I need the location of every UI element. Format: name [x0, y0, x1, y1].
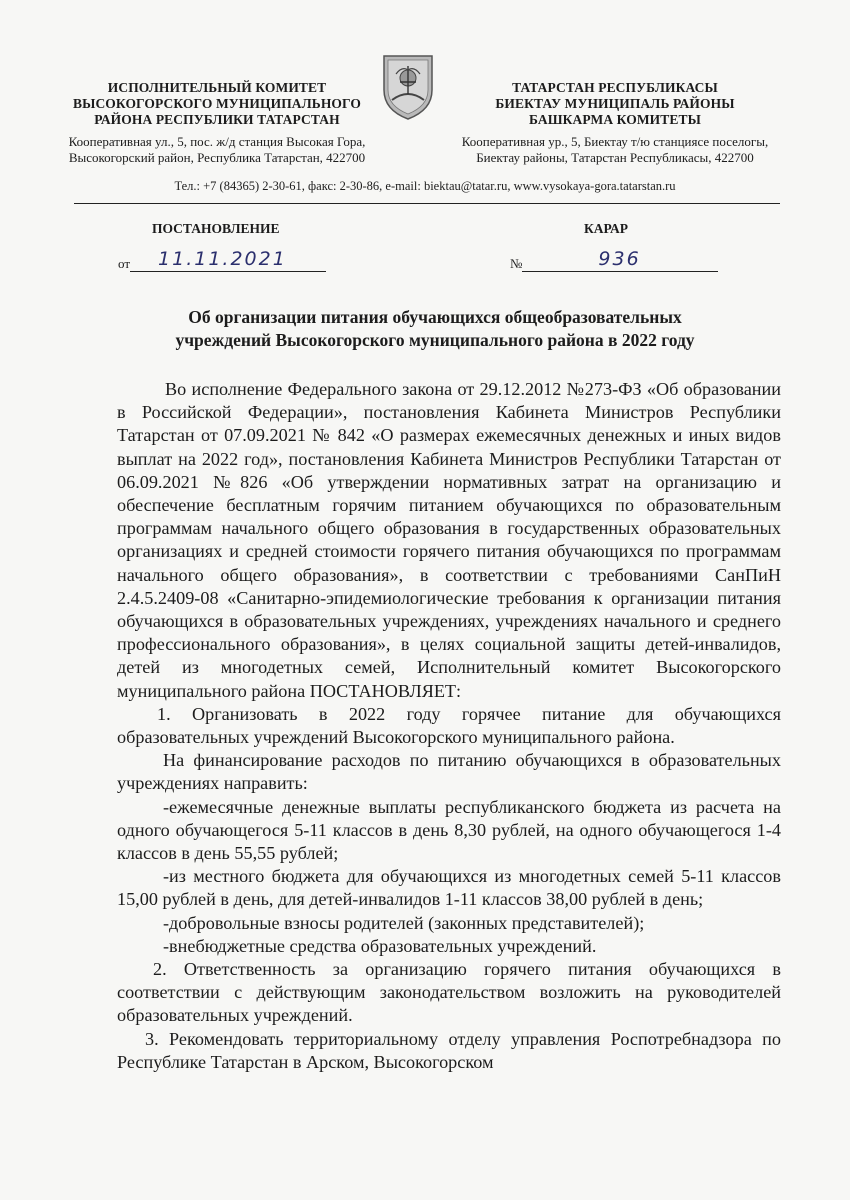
- decree-label-tt: КАРАР: [584, 221, 629, 236]
- item-1-paragraph: 1. Организовать в 2022 году горячее питание для обучающихся образовательных учреждений Высокогорского муниципального района.: [117, 703, 781, 748]
- org-name-line: ВЫСОКОГОРСКОГО МУНИЦИПАЛЬНОГО: [72, 96, 361, 111]
- financing-source-4: -внебюджетные средства образовательных учреждений.: [163, 935, 597, 956]
- header-divider: [74, 203, 780, 204]
- decree-date: [118, 248, 326, 272]
- preamble-paragraph: Во исполнение Федерального закона от 29.12.2012 №273-ФЗ «Об образовании в Российской Федерации», постановления Кабинета Министров Республики Татарстан от 07.09.2021 № 842 «О размерах ежемесячных денежных и иных видов выплат на 2022 год», постановления Кабинета Министров Республики Татарстан от 06.09.2021 №826 «Об утверждении нормативных затрат на организацию и обеспечение бесплатным горячим питанием обучающихся по образовательным программам начального общего образования в государственных образовательных организациях и средней стоимости горячего питания обучающихся по программам начального общего образования», в соответствии с требованиями СанПиН 2.4.5.2409-08 «Санитарно-эпидемиологические требования к организации питания обучающихся в образовательных учреждениях, учреждениях начального и среднего профессионального образования», в целях социальной защиты детей-инвалидов, детей из многодетных семей, Исполнительный комитет Высокогорского муниципального района ПОСТАНОВЛЯЕТ:: [117, 379, 781, 701]
- number-prefix: №: [510, 256, 523, 271]
- number-underline: [522, 248, 718, 272]
- org-name-line: ТАТАРСТАН РЕСПУБЛИКАСЫ: [512, 80, 718, 95]
- address-line: Высокогорский район, Республика Татарстан, 422700: [68, 150, 366, 165]
- financing-source-1: -ежемесячные денежные выплаты республиканского бюджета из расчета на одного обучающегося 5-11 классов в день 8,30 рублей, на одного обучающегося 1-4 классов в день 55,55 рублей;: [117, 796, 781, 864]
- org-name-line: БИЕКТАУ МУНИЦИПАЛЬ РАЙОНЫ: [495, 96, 735, 111]
- document-title: [110, 306, 760, 352]
- item-2-paragraph: 2. Ответственность за организацию горячего питания обучающихся в соответствии с действующим законодательством возложить на руководителей образовательных учреждений.: [117, 959, 781, 1026]
- handwritten-date: 11.11.2021: [158, 248, 287, 270]
- decree-number: [510, 248, 718, 272]
- handwritten-number: 936: [598, 248, 641, 270]
- contacts-line: Тел.: +7 (84365) 2-30-61, факс: 2-30-86, e-mail: biektau@tatar.ru, www.vysokaya-gora.tatarstan.ru: [174, 179, 676, 193]
- date-underline: [130, 248, 326, 272]
- financing-source-3: -добровольные взносы родителей (законных представителей);: [163, 912, 645, 933]
- org-name-line: РАЙОНА РЕСПУБЛИКИ ТАТАРСТАН: [94, 112, 340, 127]
- address-line: Кооперативная ур., 5, Биектау т/ю станциясе поселогы,: [461, 134, 769, 149]
- org-name-line: БАШКАРМА КОМИТЕТЫ: [529, 112, 701, 127]
- item-3-paragraph: 3. Рекомендовать территориальному отделу управления Роспотребнадзора по Республике Татарстан в Арском, Высокогорском: [117, 1028, 781, 1072]
- title-line: учреждений Высокогорского муниципального района в 2022 году: [175, 330, 695, 350]
- financing-source-2: -из местного бюджета для обучающихся из многодетных семей 5-11 классов 15,00 рублей в день, для детей-инвалидов 1-11 классов 38,00 рублей в день;: [117, 866, 781, 910]
- address-line: Биектау районы, Татарстан Республикасы, 422700: [476, 150, 754, 165]
- document-body: [117, 378, 781, 1074]
- address-line: Кооперативная ул., 5, пос. ж/д станция Высокая Гора,: [68, 134, 366, 149]
- header-left-ru: [52, 80, 382, 166]
- financing-paragraph: На финансирование расходов по питанию обучающихся в образовательных учреждениях направить:: [117, 750, 781, 794]
- title-line: Об организации питания обучающихся общеобразовательных: [188, 307, 682, 327]
- header-right-tt: [440, 80, 790, 166]
- coat-of-arms-icon: [378, 52, 438, 122]
- org-name-line: ИСПОЛНИТЕЛЬНЫЙ КОМИТЕТ: [107, 80, 327, 95]
- decree-label-ru: ПОСТАНОВЛЕНИЕ: [152, 221, 280, 236]
- date-prefix: от: [118, 256, 131, 271]
